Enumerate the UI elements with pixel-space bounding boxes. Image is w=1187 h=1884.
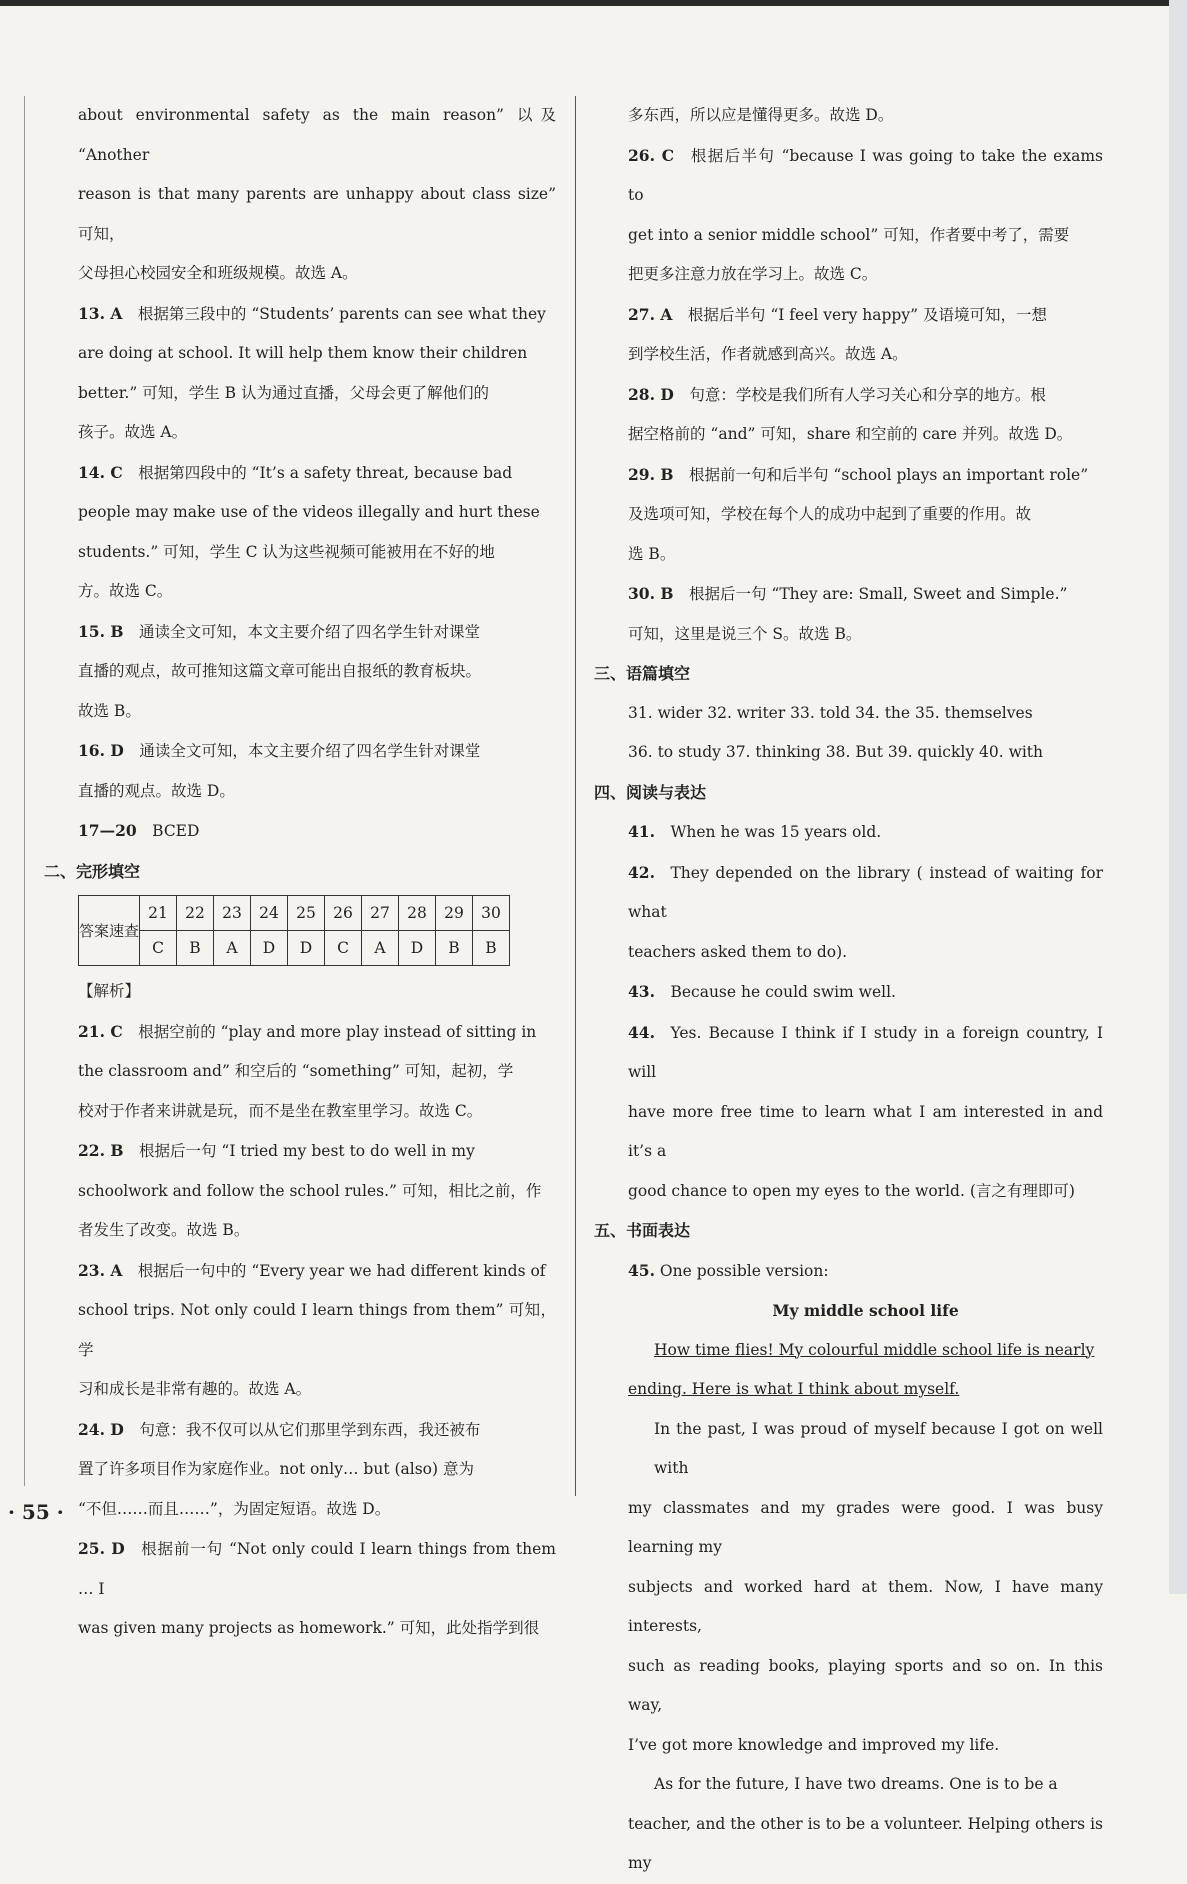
line-text: 者发生了改变。故选 B。 <box>78 1221 250 1239</box>
answer-table-number: 26 <box>325 896 362 931</box>
item-number: 27. A <box>628 304 673 324</box>
line-text: 根据后一句 “I tried my best to do well in my <box>138 1142 475 1160</box>
left-column-analysis-line <box>78 1450 556 1490</box>
left-margin-rule <box>24 96 25 1486</box>
essay-line: I’ve got more knowledge and improved my life. <box>628 1735 1000 1754</box>
left-column-line <box>78 453 556 494</box>
essay-underlined-1: How time flies! My colourful middle school life is nearly <box>654 1340 1095 1359</box>
line-text: have more free time to learn what I am interested in and it’s a <box>628 1102 1103 1160</box>
essay-line: In the past, I was proud of myself because I got on well with <box>654 1419 1103 1477</box>
line-text: 根据前一句和后半句 “school plays an important role” <box>688 465 1089 484</box>
reading-answer-line <box>628 933 1103 973</box>
right-column <box>594 96 1103 1884</box>
left-column-line <box>78 254 556 294</box>
left-column-analysis-line <box>78 1172 556 1212</box>
left-column-line <box>78 413 556 453</box>
left-column-analysis-line <box>78 1410 556 1451</box>
answer-table-answer: C <box>325 931 362 966</box>
left-column-line <box>78 772 556 812</box>
left-column-analysis-line <box>78 1211 556 1251</box>
left-column-line <box>78 175 556 254</box>
line-text: They depended on the library ( instead of waiting for what <box>628 863 1103 921</box>
line-text: students.” 可知，学生 C 认为这些视频可能被用在不好的地 <box>78 542 495 561</box>
answer-table-answer: B <box>473 931 510 966</box>
line-text: 通读全文可知，本文主要介绍了四名学生针对课堂 <box>139 742 481 760</box>
line-text: 故选 B。 <box>78 701 141 720</box>
line-text: 据空格前的 “and” 可知，share 和空前的 care 并列。故选 D。 <box>628 425 1073 443</box>
right-column-line <box>628 574 1103 615</box>
line-text: about environmental safety as the main reason” 以及 “Another <box>78 106 556 164</box>
reading-answer-line <box>628 1172 1103 1212</box>
line-text: 可知，这里是说三个 S。故选 B。 <box>628 624 862 643</box>
answer-table-answer: B <box>177 931 214 966</box>
answer-table-number: 27 <box>362 896 399 931</box>
answer-table-answer: A <box>214 931 251 966</box>
section-heading-cloze: 二、完形填空 <box>44 861 141 881</box>
left-column-line <box>78 96 556 175</box>
essay-line: such as reading books, playing sports and so on. In this way, <box>628 1656 1103 1714</box>
line-text: 句意：学校是我们所有人学习关心和分享的地方。根 <box>689 385 1046 404</box>
answer-table-number: 29 <box>436 896 473 931</box>
line-text: 孩子。故选 A。 <box>78 423 188 441</box>
right-column-line <box>628 615 1103 655</box>
item-number: 25. D <box>78 1539 125 1558</box>
line-text: When he was 15 years old. <box>670 823 882 841</box>
line-text: 根据前一句 “Not only could I learn things from them … I <box>78 1540 556 1598</box>
item-number: 26. C <box>628 145 675 165</box>
item-number: 30. B <box>628 584 674 603</box>
left-column-line <box>78 811 556 852</box>
reading-answer-line <box>628 853 1103 933</box>
line-text: 根据第三段中的 “Students’ parents can see what they <box>137 304 546 323</box>
left-column-line <box>78 533 556 573</box>
section-heading-reading: 四、阅读与表达 <box>594 782 707 802</box>
answer-table-label: 答案速查 <box>79 896 140 966</box>
essay-line: As for the future, I have two dreams. One is to be a <box>654 1775 1058 1793</box>
line-text: teachers asked them to do). <box>628 942 848 961</box>
left-column-analysis-line <box>78 1131 556 1172</box>
section-heading-writing: 五、书面表达 <box>594 1221 691 1240</box>
right-column-line <box>628 415 1103 455</box>
reading-answer-line <box>628 812 1103 853</box>
line-text: reason is that many parents are unhappy about class size” 可知， <box>78 185 556 243</box>
item-number: 23. A <box>78 1260 123 1280</box>
line-text: 通读全文可知，本文主要介绍了四名学生针对课堂 <box>138 622 480 641</box>
line-text: schoolwork and follow the school rules.” 可知，相比之前，作 <box>78 1181 542 1200</box>
line-text: 校对于作者来讲就是玩，而不是坐在教室里学习。故选 C。 <box>78 1101 483 1120</box>
writing-intro: 45. One possible version: <box>628 1260 829 1280</box>
right-column-line <box>628 295 1103 336</box>
line-text: 根据后一句 “They are: Small, Sweet and Simple.” <box>688 585 1068 603</box>
left-column-line <box>78 612 556 653</box>
answer-table-answer: D <box>251 931 288 966</box>
item-number: 22. B <box>78 1141 124 1160</box>
line-text: 选 B。 <box>628 544 676 563</box>
line-text: 置了许多项目作为家庭作业。not only… but (also) 意为 <box>78 1460 474 1478</box>
left-column-line <box>78 334 556 374</box>
reading-answer-line <box>628 1093 1103 1172</box>
line-text: “不但……而且……”，为固定短语。故选 D。 <box>78 1499 391 1518</box>
line-text: 根据第四段中的 “It’s a safety threat, because bad <box>138 463 513 482</box>
item-number: 42. <box>628 862 655 882</box>
line-text: school trips. Not only could I learn things from them” 可知，学 <box>78 1301 556 1359</box>
item-number: 43. <box>628 982 655 1001</box>
right-column-line <box>628 216 1103 256</box>
scan-top-edge <box>0 0 1187 6</box>
answer-table-number: 24 <box>251 896 288 931</box>
answer-table-answer: A <box>362 931 399 966</box>
line-text: better.” 可知，学生 B 认为通过直播，父母会更了解他们的 <box>78 383 489 402</box>
left-column-line <box>78 731 556 772</box>
fill-answers-line-2: 36. to study 37. thinking 38. But 39. quickly 40. with <box>628 743 1044 761</box>
line-text: 直播的观点。故选 D。 <box>78 781 235 800</box>
line-text: people may make use of the videos illegally and hurt these <box>78 503 540 521</box>
line-text: are doing at school. It will help them know their children <box>78 344 528 362</box>
item-number: 41. <box>628 822 655 841</box>
column-divider <box>575 96 576 1496</box>
line-text: 父母担心校园安全和班级规模。故选 A。 <box>78 264 358 282</box>
left-column-line <box>78 374 556 414</box>
left-column-analysis-line <box>78 1609 556 1649</box>
line-text: 方。故选 C。 <box>78 582 173 600</box>
line-text: 及选项可知，学校在每个人的成功中起到了重要的作用。故 <box>628 505 1032 523</box>
line-text: 到学校生活，作者就感到高兴。故选 A。 <box>628 345 908 363</box>
line-text: 多东西，所以应是懂得更多。故选 D。 <box>628 106 894 124</box>
reading-answer-line <box>628 972 1103 1013</box>
line-text: 根据空前的 “play and more play instead of sitting in <box>138 1022 537 1041</box>
item-number: 29. B <box>628 464 674 484</box>
right-column-line <box>628 495 1103 535</box>
line-text: 根据后半句 “I feel very happy” 及语境可知，一想 <box>687 305 1047 324</box>
answer-table-number: 23 <box>214 896 251 931</box>
item-number: 28. D <box>628 384 674 404</box>
left-column <box>44 96 556 1649</box>
line-text: 直播的观点，故可推知这篇文章可能出自报纸的教育板块。 <box>78 662 482 680</box>
right-column-line <box>628 136 1103 216</box>
right-column-line <box>628 535 1103 575</box>
left-column-analysis-line <box>78 1291 556 1370</box>
line-text: 根据后一句中的 “Every year we had different kinds of <box>137 1261 546 1280</box>
section-heading-text-fill: 三、语篇填空 <box>594 664 691 683</box>
answer-table-number: 30 <box>473 896 510 931</box>
answer-table-answer: D <box>288 931 325 966</box>
left-column-line <box>78 652 556 692</box>
left-column-line <box>78 294 556 335</box>
left-column-line <box>78 572 556 612</box>
line-text: 习和成长是非常有趣的。故选 A。 <box>78 1380 312 1398</box>
right-column-line <box>628 335 1103 375</box>
line-text: Yes. Because I think if I study in a foreign country, I will <box>628 1023 1103 1081</box>
answer-table-answer: C <box>140 931 177 966</box>
essay-underlined-2: ending. Here is what I think about myself. <box>628 1380 960 1398</box>
answer-table <box>78 895 510 966</box>
page-number: · 55 · <box>8 1500 64 1524</box>
line-text: BCED <box>152 822 200 840</box>
left-column-analysis-line <box>78 1052 556 1092</box>
item-number: 13. A <box>78 303 123 323</box>
left-column-line <box>78 493 556 533</box>
left-column-analysis-line <box>78 1012 556 1053</box>
essay-line: subjects and worked hard at them. Now, I have many interests, <box>628 1577 1103 1635</box>
line-text: 根据后半句 “because I was going to take the exams to <box>628 146 1103 204</box>
item-number: 16. D <box>78 741 124 760</box>
left-column-analysis-line <box>78 1490 556 1530</box>
item-number: 44. <box>628 1022 655 1042</box>
essay-title: My middle school life <box>772 1301 959 1320</box>
answer-table-answer: D <box>399 931 436 966</box>
left-column-analysis-line <box>78 1529 556 1609</box>
answer-table-number: 21 <box>140 896 177 931</box>
fill-answers-line-1: 31. wider 32. writer 33. told 34. the 35. themselves <box>628 703 1033 722</box>
item-number: 21. C <box>78 1021 123 1041</box>
line-text: get into a senior middle school” 可知，作者要中考了，需要 <box>628 225 1070 244</box>
line-text: was given many projects as homework.” 可知，此处指学到很 <box>78 1619 540 1637</box>
item-number: 14. C <box>78 462 123 482</box>
line-text: 把更多注意力放在学习上。故选 C。 <box>628 265 878 283</box>
left-column-analysis-line <box>78 1251 556 1292</box>
reading-answer-line <box>628 1013 1103 1093</box>
analysis-heading: 【解析】 <box>78 982 141 1000</box>
item-number: 24. D <box>78 1419 124 1439</box>
left-column-analysis-line <box>78 1092 556 1132</box>
item-number: 15. B <box>78 621 124 641</box>
line-text: good chance to open my eyes to the world. (言之有理即可) <box>628 1181 1075 1200</box>
answer-table-number: 22 <box>177 896 214 931</box>
line-text: 句意：我不仅可以从它们那里学到东西，我还被布 <box>139 1420 481 1439</box>
scan-right-edge <box>1169 0 1187 1594</box>
essay-line: teacher, and the other is to be a volunteer. Helping others is my <box>628 1814 1103 1872</box>
essay-line: my classmates and my grades were good. I was busy learning my <box>628 1498 1103 1556</box>
left-column-analysis-line <box>78 1370 556 1410</box>
line-text: the classroom and” 和空后的 “something” 可知，起初，学 <box>78 1062 514 1080</box>
right-column-line <box>628 375 1103 416</box>
item-number: 17—20 <box>78 821 137 840</box>
left-column-line <box>78 692 556 732</box>
answer-table-answer: B <box>436 931 473 966</box>
right-column-line <box>628 455 1103 496</box>
answer-table-number: 28 <box>399 896 436 931</box>
right-column-line <box>628 96 1103 136</box>
right-column-line <box>628 255 1103 295</box>
answer-table-number: 25 <box>288 896 325 931</box>
line-text: Because he could swim well. <box>670 983 896 1001</box>
